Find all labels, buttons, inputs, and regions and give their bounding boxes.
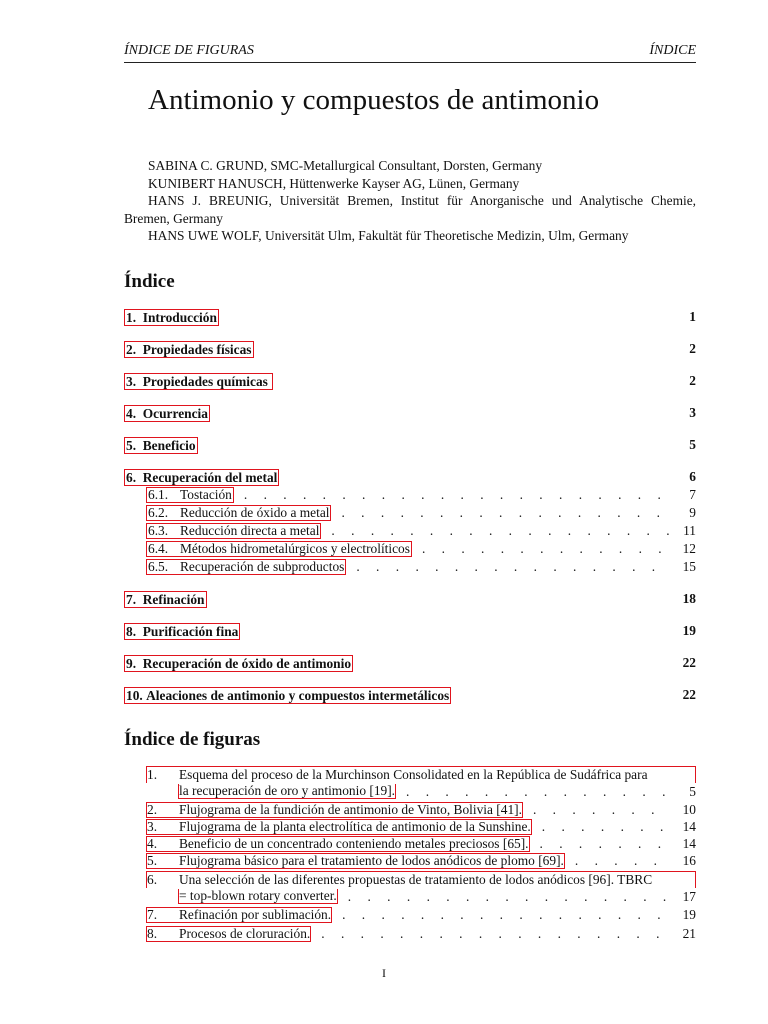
dot-leader	[536, 819, 670, 835]
toc-page: 9	[689, 504, 696, 520]
page-number: I	[382, 966, 386, 980]
toc-page: 2	[689, 373, 696, 388]
dot-leader	[315, 926, 670, 942]
toc-entry	[124, 468, 696, 486]
toc-subentry	[146, 540, 696, 557]
toc-entry	[124, 404, 696, 422]
figure-page: 5	[689, 783, 696, 799]
figure-page: 10	[682, 801, 696, 817]
toc-page: 19	[682, 623, 696, 638]
figure-link-1[interactable]: 1. Esquema del proceso de la Murchinson Consolidated en la República de Sudáfrica para	[146, 766, 696, 783]
figure-entry	[124, 925, 696, 942]
toc-link-6-2[interactable]: 6.2. Reducción de óxido a metal	[148, 504, 330, 520]
toc-subentry	[146, 504, 696, 521]
toc-entry	[124, 372, 696, 390]
toc-link-1[interactable]: 1. Introducción	[126, 309, 217, 325]
dot-leader	[534, 836, 670, 852]
toc-page: 3	[689, 405, 696, 420]
toc-link-10[interactable]: 10. Aleaciones de antimonio y compuestos intermetálicos	[126, 687, 450, 703]
header-rule	[124, 62, 696, 63]
toc-page: 22	[682, 687, 696, 702]
author-2: KUNIBERT HANUSCH, Hüttenwerke Kayser AG, Lünen, Germany	[148, 175, 520, 191]
author-4: HANS UWE WOLF, Universität Ulm, Fakultät für Theoretische Medizin, Ulm, Germany	[148, 228, 629, 243]
dot-leader	[400, 784, 670, 800]
figure-page: 17	[682, 888, 696, 904]
toc-link-6-1[interactable]: 6.1. Tostación	[148, 486, 232, 502]
figure-link-3[interactable]: 3. Flujograma de la planta electrolítica de antimonio de la Sunshine.	[147, 818, 531, 834]
toc-link-5[interactable]: 5. Beneficio	[126, 437, 196, 453]
toc-entry	[124, 340, 696, 358]
toc-link-6-5[interactable]: 6.5. Recuperación de subproductos	[148, 558, 345, 574]
toc-link-3[interactable]: 3. Propiedades químicas	[124, 373, 273, 390]
toc-link-9[interactable]: 9. Recuperación de óxido de antimonio	[126, 655, 352, 671]
toc-page: 11	[683, 522, 696, 538]
toc-subentry	[146, 558, 696, 575]
toc-page: 7	[689, 486, 696, 502]
toc-entry	[124, 308, 696, 326]
figure-entry	[124, 906, 696, 923]
figure-entry	[124, 871, 696, 905]
toc-page: 2	[689, 341, 696, 356]
author-1: SABINA C. GRUND, SMC-Metallurgical Consultant, Dorsten, Germany	[148, 158, 543, 173]
toc-entry	[124, 686, 696, 704]
toc-entry	[124, 622, 696, 640]
header-left: ÍNDICE DE FIGURAS	[124, 43, 254, 58]
toc-page: 12	[682, 540, 696, 556]
dot-leader	[342, 889, 670, 905]
author-3: HANS J. BREUNIG, Universität Bremen, Institut für Anorganische und Analytische Chemie, Bremen, Germany	[124, 193, 696, 226]
toc-link-6-4[interactable]: 6.4. Métodos hidrometalúrgicos y electrolíticos	[148, 540, 410, 556]
toc-page: 18	[682, 591, 696, 606]
toc-link-6[interactable]: 6. Recuperación del metal	[126, 469, 278, 485]
toc-entry	[124, 590, 696, 608]
toc-page: 1	[689, 309, 696, 324]
toc-page: 5	[689, 437, 696, 452]
figure-page: 14	[682, 835, 696, 851]
toc-entry	[124, 436, 696, 454]
figure-page: 21	[682, 925, 696, 941]
toc-link-2[interactable]: 2. Propiedades físicas	[126, 341, 252, 357]
dot-leader	[336, 907, 670, 923]
figure-page: 14	[682, 818, 696, 834]
toc-subentry	[146, 522, 696, 539]
dot-leader	[569, 853, 670, 869]
dot-leader	[325, 523, 670, 539]
toc-page: 15	[682, 558, 696, 574]
dot-leader	[416, 541, 670, 557]
figures-heading: Índice de figuras	[124, 729, 261, 750]
figure-page: 19	[682, 906, 696, 922]
figure-page: 16	[682, 852, 696, 868]
figure-entry	[124, 801, 696, 818]
figure-link-8[interactable]: 8. Procesos de cloruración.	[147, 925, 311, 941]
figure-link-4[interactable]: 4. Beneficio de un concentrado conteniendo metales preciosos [65].	[147, 835, 529, 851]
figure-entry	[124, 835, 696, 852]
toc-link-6-3[interactable]: 6.3. Reducción directa a metal	[148, 522, 320, 538]
figure-entry	[124, 818, 696, 835]
author-list	[124, 157, 696, 245]
toc-page: 6	[689, 469, 696, 484]
dot-leader	[350, 559, 670, 575]
toc-page: 22	[682, 655, 696, 670]
toc-link-7[interactable]: 7. Refinación	[126, 591, 205, 607]
dot-leader	[527, 802, 670, 818]
dot-leader	[335, 505, 670, 521]
figure-link-6[interactable]: 6. Una selección de las diferentes propuestas de tratamiento de lodos anódicos [96]. TBRC	[146, 871, 696, 888]
figure-entry	[124, 852, 696, 869]
toc-entry	[124, 654, 696, 672]
toc-link-8[interactable]: 8. Purificación fina	[126, 623, 239, 639]
toc-link-4[interactable]: 4. Ocurrencia	[126, 405, 208, 421]
figure-link-1-cont[interactable]: la recuperación de oro y antimonio [19].	[179, 783, 396, 798]
dot-leader	[238, 487, 670, 503]
header-right: ÍNDICE	[649, 43, 696, 58]
toc-heading: Índice	[124, 271, 175, 292]
figure-link-5[interactable]: 5. Flujograma básico para el tratamiento de lodos anódicos de plomo [69].	[147, 852, 564, 868]
document-title: Antimonio y compuestos de antimonio	[148, 84, 600, 116]
toc-subentry	[146, 486, 696, 503]
figure-entry	[124, 766, 696, 800]
running-header	[124, 43, 696, 59]
figure-link-6-cont[interactable]: = top-blown rotary converter.	[179, 888, 337, 903]
figure-link-7[interactable]: 7. Refinación por sublimación.	[147, 906, 332, 922]
figure-link-2[interactable]: 2. Flujograma de la fundición de antimonio de Vinto, Bolivia [41].	[147, 801, 522, 817]
